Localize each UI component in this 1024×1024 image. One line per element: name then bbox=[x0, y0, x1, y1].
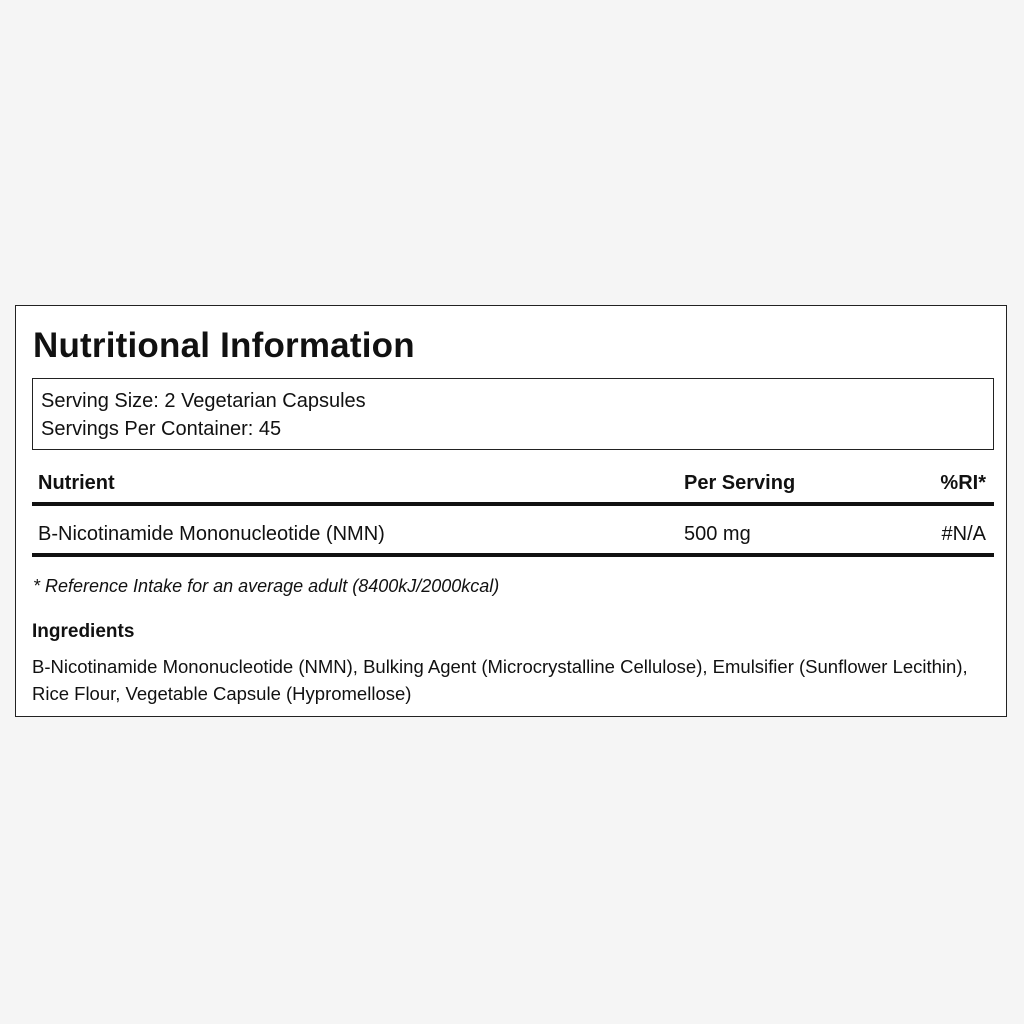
serving-info-box bbox=[32, 378, 994, 450]
servings-per-container: Servings Per Container: 45 bbox=[41, 418, 282, 440]
table-bottom-divider bbox=[32, 553, 994, 557]
header-nutrient: Nutrient bbox=[38, 472, 115, 494]
nutrition-panel bbox=[15, 305, 1007, 717]
ri-footnote: * Reference Intake for an average adult (8400kJ/2000kcal) bbox=[33, 576, 500, 596]
row-ri: #N/A bbox=[941, 523, 986, 545]
serving-size: Serving Size: 2 Vegetarian Capsules bbox=[41, 390, 366, 412]
panel-title: Nutritional Information bbox=[33, 326, 415, 365]
row-nutrient: B-Nicotinamide Mononucleotide (NMN) bbox=[38, 523, 385, 545]
header-ri: %RI* bbox=[940, 472, 986, 494]
header-divider bbox=[32, 502, 994, 506]
ingredients-text: B-Nicotinamide Mononucleotide (NMN), Bulking Agent (Microcrystalline Cellulose), Emulsifier (Sunflower Lecithin), Rice Flour, Vegetable Capsule (Hypromellose) bbox=[32, 656, 968, 704]
row-per-serving: 500 mg bbox=[684, 523, 751, 545]
ingredients-heading: Ingredients bbox=[32, 621, 135, 642]
header-per-serving: Per Serving bbox=[684, 472, 796, 494]
